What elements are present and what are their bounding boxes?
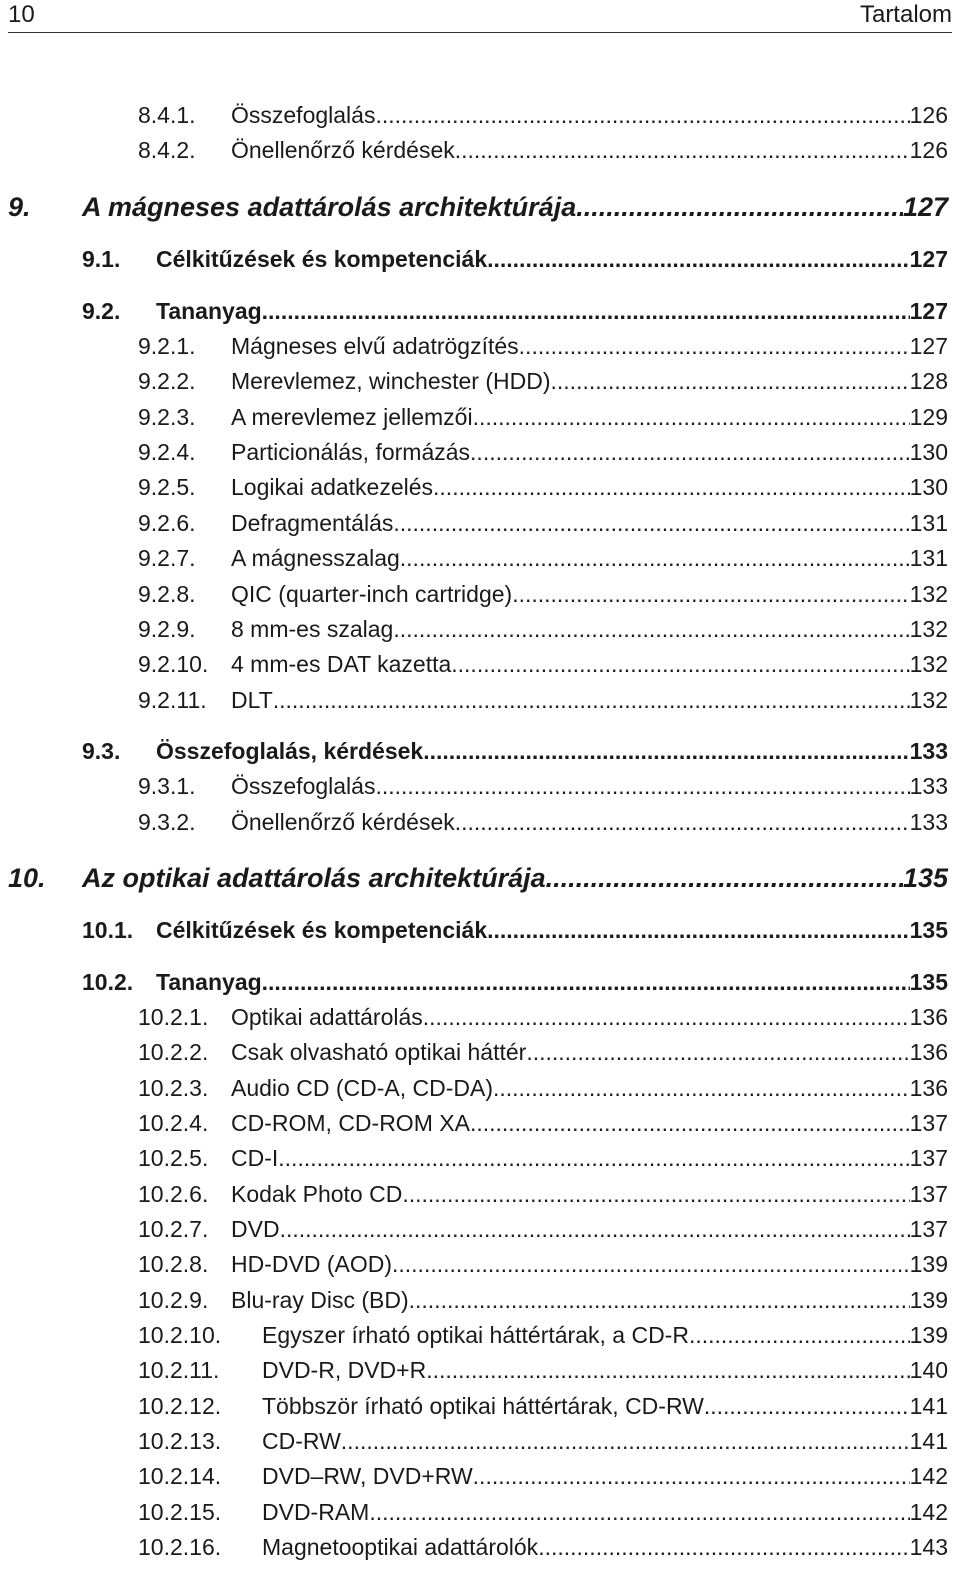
toc-entry-page: 132 (909, 616, 948, 642)
dot-leader (423, 734, 909, 768)
toc-entry-page: 135 (909, 969, 948, 995)
toc-entry-number: 9.2.11. (138, 687, 207, 713)
toc-entry-title: Célkitűzések és kompetenciák (156, 917, 488, 943)
toc-entry[interactable] (0, 1177, 948, 1211)
toc-entry-page: 137 (909, 1145, 948, 1171)
toc-entry-number: 8.4.2. (138, 137, 196, 163)
toc-entry[interactable] (0, 242, 948, 276)
toc-entry-page: 133 (909, 773, 948, 799)
toc-entry[interactable] (0, 1035, 948, 1069)
toc-entry[interactable] (0, 400, 948, 434)
toc-entry-number: 9.2.8. (138, 581, 196, 607)
toc-entry-page: 127 (902, 192, 948, 222)
toc-entry-page: 139 (909, 1251, 948, 1277)
toc-entry[interactable] (0, 1389, 948, 1423)
toc-entry-page: 143 (909, 1534, 948, 1560)
toc-entry-page: 136 (909, 1075, 948, 1101)
toc-entry-title: Tananyag (156, 298, 262, 324)
toc-entry-page: 127 (909, 333, 948, 359)
toc-entry-number: 9.3.1. (138, 773, 196, 799)
toc-entry-page: 136 (909, 1004, 948, 1030)
toc-entry-title: QIC (quarter-inch cartridge) (231, 581, 513, 607)
toc-entry-number: 10.2.10. (138, 1322, 222, 1348)
toc-entry-title: Optikai adattárolás (231, 1004, 423, 1030)
dot-leader (369, 1495, 909, 1529)
toc-entry[interactable] (0, 1530, 948, 1564)
toc-entry-title: DVD (231, 1216, 280, 1242)
toc-entry[interactable] (0, 1283, 948, 1317)
toc-entry-number: 10.2.3. (138, 1075, 209, 1101)
toc-entry[interactable] (0, 1106, 948, 1140)
toc-entry-page: 142 (909, 1499, 948, 1525)
toc-entry-page: 131 (909, 510, 948, 536)
toc-entry-title: DVD-RAM (262, 1499, 370, 1525)
toc-entry[interactable] (0, 470, 948, 504)
toc-entry-page: 139 (909, 1322, 948, 1348)
toc-entry-page: 131 (909, 545, 948, 571)
toc-entry[interactable] (0, 1424, 948, 1458)
toc-entry-page: 132 (909, 581, 948, 607)
toc-entry-title: 4 mm-es DAT kazetta (231, 651, 452, 677)
toc-entry[interactable] (0, 647, 948, 681)
toc-entry-number: 10.2. (82, 969, 134, 995)
toc-entry-number: 9.3.2. (138, 809, 196, 835)
toc-entry-number: 9.2.2. (138, 368, 196, 394)
toc-entry-number: 9.1. (82, 246, 121, 272)
toc-entry-number: 10.2.7. (138, 1216, 209, 1242)
toc-entry-title: Összefoglalás (231, 773, 376, 799)
page-number: 10 (8, 1, 35, 28)
toc-entry-page: 140 (909, 1357, 948, 1383)
toc-entry-number: 10.2.14. (138, 1463, 222, 1489)
toc-entry[interactable] (0, 98, 948, 132)
dot-leader (455, 805, 910, 839)
toc-entry-page: 133 (909, 809, 948, 835)
dot-leader (473, 1459, 910, 1493)
toc-entry-title: Audio CD (CD-A, CD-DA) (231, 1075, 493, 1101)
dot-leader (393, 506, 909, 540)
toc-entry-title: Blu-ray Disc (BD) (231, 1287, 409, 1313)
toc-entry[interactable] (0, 1353, 948, 1387)
toc-entry-number: 9.2.9. (138, 616, 196, 642)
dot-leader (392, 1247, 910, 1281)
dot-leader (546, 859, 903, 897)
toc-entry-title: Célkitűzések és kompetenciák (156, 246, 488, 272)
toc-entry-page: 130 (909, 439, 948, 465)
dot-leader (487, 913, 910, 947)
dot-leader (455, 133, 910, 167)
dot-leader (493, 1071, 910, 1105)
toc-entry[interactable] (0, 188, 948, 222)
toc-entry-number: 10.2.8. (138, 1251, 209, 1277)
dot-leader (409, 1283, 910, 1317)
toc-entry-number: 10.1. (82, 917, 134, 943)
toc-entry[interactable] (0, 435, 948, 469)
toc-entry-title: Kodak Photo CD (231, 1181, 403, 1207)
toc-entry-title: DVD–RW, DVD+RW (262, 1463, 473, 1489)
dot-leader (262, 294, 910, 328)
dot-leader (433, 470, 910, 504)
toc-entry-page: 135 (909, 917, 948, 943)
toc-entry-title: Merevlemez, winchester (HDD) (231, 368, 551, 394)
toc-entry-title: A merevlemez jellemzői (231, 404, 473, 430)
dot-leader (470, 435, 910, 469)
toc-entry-page: 137 (909, 1110, 948, 1136)
toc-entry[interactable] (0, 577, 948, 611)
toc-entry-number: 10.2.15. (138, 1499, 222, 1525)
toc-entry[interactable] (0, 1212, 948, 1246)
toc-entry[interactable] (0, 541, 948, 575)
dot-leader (278, 1141, 909, 1175)
dot-leader (402, 1177, 909, 1211)
toc-entry-title: Önellenőrző kérdések (231, 137, 455, 163)
toc-entry-page: 141 (909, 1393, 948, 1419)
toc-entry-number: 10.2.5. (138, 1145, 209, 1171)
toc-entry-title: Tananyag (156, 969, 262, 995)
toc-entry-number: 9.2. (82, 298, 121, 324)
toc-entry-number: 9.2.3. (138, 404, 196, 430)
toc-entry-title: Az optikai adattárolás architektúrája (82, 863, 546, 893)
dot-leader (262, 965, 910, 999)
dot-leader (689, 1318, 910, 1352)
toc-entry-page: 126 (909, 137, 948, 163)
toc-entry[interactable] (0, 683, 948, 717)
toc-entry-number: 9.2.6. (138, 510, 196, 536)
dot-leader (526, 1035, 909, 1069)
toc-entry-page: 139 (909, 1287, 948, 1313)
dot-leader (341, 1424, 910, 1458)
toc-entry[interactable] (0, 734, 948, 768)
dot-leader (426, 1353, 909, 1387)
toc-entry-number: 9.2.10. (138, 651, 209, 677)
dot-leader (470, 1106, 910, 1140)
toc-entry-title: Mágneses elvű adatrögzítés (231, 333, 519, 359)
toc-entry-number: 9.2.4. (138, 439, 196, 465)
dot-leader (512, 577, 909, 611)
toc-entry-title: Magnetooptikai adattárolók (262, 1534, 539, 1560)
toc-entry[interactable] (0, 805, 948, 839)
toc-entry[interactable] (0, 1459, 948, 1493)
toc-entry[interactable] (0, 1071, 948, 1105)
toc-entry-title: Többször írható optikai háttértárak, CD-RW (262, 1393, 704, 1419)
toc-entry-number: 10.2.16. (138, 1534, 222, 1560)
toc-entry-title: HD-DVD (AOD) (231, 1251, 392, 1277)
toc-entry[interactable] (0, 965, 948, 999)
toc-entry-title: Particionálás, formázás (231, 439, 471, 465)
toc-entry-title: Egyszer írható optikai háttértárak, a CD-R (262, 1322, 689, 1348)
toc-entry-number: 10.2.13. (138, 1428, 222, 1454)
dot-leader (400, 541, 910, 575)
toc-entry[interactable] (0, 612, 948, 646)
toc-entry-number: 10.2.11. (138, 1357, 220, 1383)
dot-leader (375, 769, 909, 803)
toc-entry[interactable] (0, 769, 948, 803)
toc-entry[interactable] (0, 364, 948, 398)
toc-entry-title: CD-ROM, CD-ROM XA (231, 1110, 470, 1136)
toc-entry-number: 10.2.4. (138, 1110, 209, 1136)
toc-entry-title: CD-I (231, 1145, 279, 1171)
toc-entry[interactable] (0, 913, 948, 947)
toc-entry-number: 10.2.6. (138, 1181, 209, 1207)
toc-entry-page: 128 (909, 368, 948, 394)
toc-entry-page: 133 (909, 738, 948, 764)
toc-entry-number: 10. (8, 863, 46, 893)
toc-entry-number: 10.2.12. (138, 1393, 222, 1419)
toc-entry-number: 9.2.5. (138, 474, 196, 500)
toc-entry[interactable] (0, 1000, 948, 1034)
toc-entry[interactable] (0, 1141, 948, 1175)
toc-entry-number: 8.4.1. (138, 102, 196, 128)
toc-entry-page: 129 (909, 404, 948, 430)
toc-entry-title: Összefoglalás, kérdések (156, 738, 424, 764)
toc-entry[interactable] (0, 506, 948, 540)
toc-entry[interactable] (0, 329, 948, 363)
toc-entry-page: 132 (909, 651, 948, 677)
dot-leader (393, 612, 909, 646)
toc-entry-page: 126 (909, 102, 948, 128)
toc-entry[interactable] (0, 1495, 948, 1529)
dot-leader (551, 364, 910, 398)
toc-entry-title: Logikai adatkezelés (231, 474, 434, 500)
dot-leader (576, 188, 903, 226)
dot-leader (473, 400, 910, 434)
toc-entry-number: 9.2.1. (138, 333, 196, 359)
toc-entry-title: DLT (231, 687, 273, 713)
dot-leader (538, 1530, 909, 1564)
dot-leader (423, 1000, 910, 1034)
header-title: Tartalom (859, 1, 952, 28)
toc-entry-number: 10.2.1. (138, 1004, 209, 1030)
dot-leader (451, 647, 909, 681)
toc-entry[interactable] (0, 859, 948, 893)
toc-entry-title: 8 mm-es szalag (231, 616, 394, 642)
toc-entry-title: Defragmentálás (231, 510, 394, 536)
toc-entry-title: A mágnesszalag (231, 545, 400, 571)
toc-entry-number: 9. (8, 192, 31, 222)
dot-leader (273, 683, 910, 717)
toc-entry-page: 127 (909, 246, 948, 272)
toc-entry-page: 141 (909, 1428, 948, 1454)
toc-entry-page: 137 (909, 1181, 948, 1207)
page-header (8, 0, 952, 33)
toc-entry-title: Összefoglalás (231, 102, 376, 128)
toc-entry-title: A mágneses adattárolás architektúrája (82, 192, 577, 222)
toc-entry[interactable] (0, 1247, 948, 1281)
toc-entry-title: CD-RW (262, 1428, 341, 1454)
toc-entry[interactable] (0, 294, 948, 328)
toc-entry-page: 130 (909, 474, 948, 500)
toc-entry[interactable] (0, 133, 948, 167)
toc-entry-page: 127 (909, 298, 948, 324)
toc-entry-title: Csak olvasható optikai háttér (231, 1039, 527, 1065)
toc-entry-page: 142 (909, 1463, 948, 1489)
toc-entry-page: 136 (909, 1039, 948, 1065)
toc-entry-number: 9.3. (82, 738, 121, 764)
toc-entry-number: 10.2.9. (138, 1287, 209, 1313)
dot-leader (704, 1389, 910, 1423)
toc-entry-title: Önellenőrző kérdések (231, 809, 455, 835)
toc-entry-page: 132 (909, 687, 948, 713)
toc-entry[interactable] (0, 1318, 948, 1352)
toc-entry-page: 137 (909, 1216, 948, 1242)
toc-entry-number: 9.2.7. (138, 545, 196, 571)
dot-leader (487, 242, 910, 276)
toc-entry-number: 10.2.2. (138, 1039, 209, 1065)
toc-entry-title: DVD-R, DVD+R (262, 1357, 427, 1383)
dot-leader (519, 329, 910, 363)
dot-leader (375, 98, 909, 132)
dot-leader (280, 1212, 910, 1246)
toc-entry-page: 135 (902, 863, 948, 893)
